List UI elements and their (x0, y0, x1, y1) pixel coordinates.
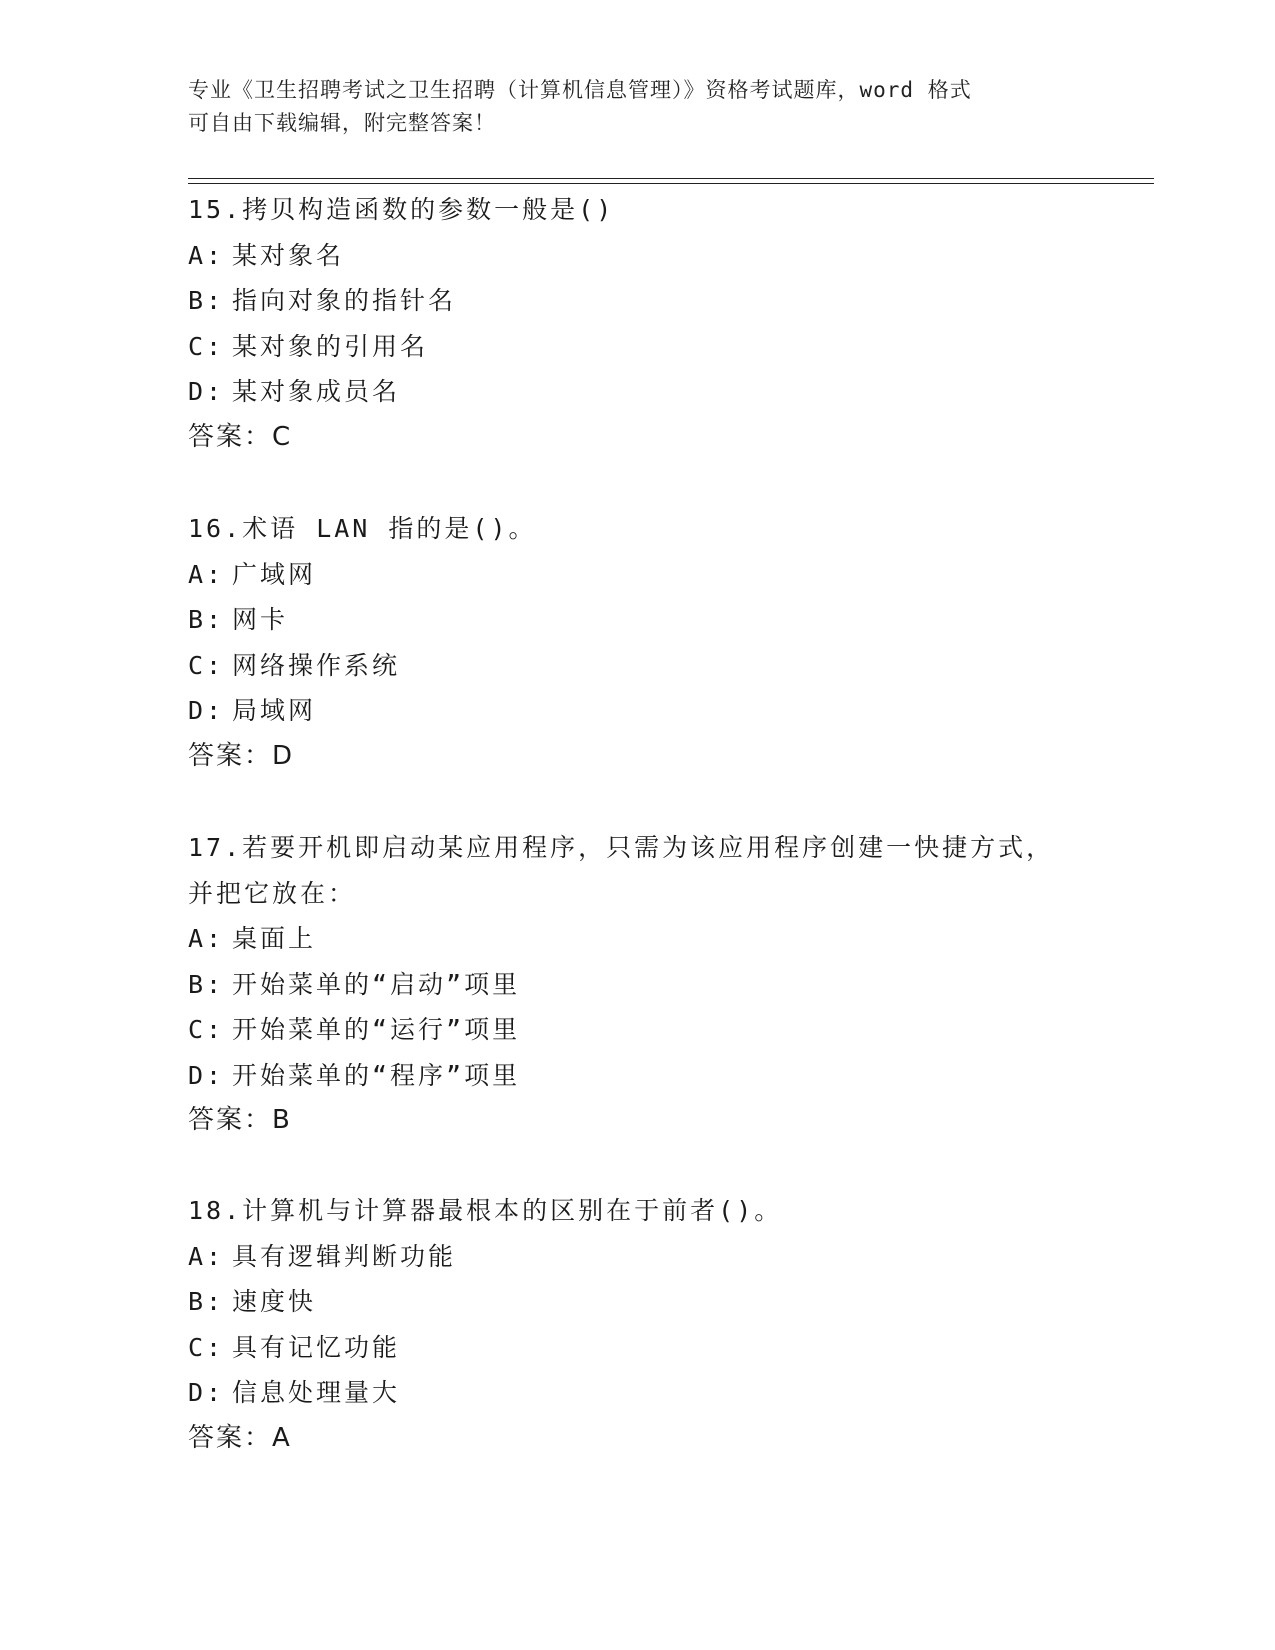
option-c (188, 324, 1108, 370)
header-divider-bottom (188, 183, 1154, 184)
option-text: 开始菜单的“启动”项里 (232, 969, 521, 999)
option-letter: A: (188, 1241, 225, 1271)
option-letter: D: (188, 696, 225, 725)
document-header (188, 74, 1088, 140)
option-text: 网络操作系统 (232, 650, 401, 680)
option-c (188, 1325, 1108, 1371)
question-stem: 17.若要开机即启动某应用程序，只需为该应用程序创建一快捷方式， (188, 833, 1055, 862)
option-a (188, 916, 1108, 962)
question-16 (188, 506, 1108, 779)
option-letter: B: (188, 969, 225, 999)
answer-line: 答案：A (188, 1422, 292, 1453)
option-text: 网卡 (232, 605, 289, 634)
question-stem: 16.术语 LAN 指的是()。 (188, 514, 537, 543)
option-text: 某对象名 (232, 240, 345, 270)
option-letter: D: (188, 1060, 225, 1090)
option-letter: B: (188, 605, 225, 634)
question-15 (188, 187, 1108, 460)
option-letter: B: (188, 1287, 225, 1316)
option-text: 局域网 (232, 696, 317, 725)
option-text: 开始菜单的“运行”项里 (232, 1015, 521, 1044)
option-letter: D: (188, 377, 225, 406)
option-text: 指向对象的指针名 (232, 286, 457, 315)
option-letter: D: (188, 1378, 225, 1407)
question-18 (188, 1188, 1108, 1461)
option-c (188, 643, 1108, 689)
option-letter: A: (188, 924, 225, 953)
option-letter: A: (188, 559, 225, 589)
option-text: 信息处理量大 (232, 1378, 401, 1407)
header-line-2: 可自由下载编辑，附完整答案！ (188, 111, 496, 135)
option-text: 具有记忆功能 (232, 1332, 401, 1362)
option-letter: C: (188, 650, 225, 680)
answer-line: 答案：D (188, 740, 295, 771)
option-letter: C: (188, 331, 225, 361)
option-letter: B: (188, 286, 225, 315)
question-stem: 15.拷贝构造函数的参数一般是() (188, 195, 615, 224)
option-d (188, 688, 1108, 734)
header-line-1: 专业《卫生招聘考试之卫生招聘（计算机信息管理）》资格考试题库，word 格式 (188, 78, 972, 102)
option-a (188, 233, 1108, 279)
option-d (188, 1053, 1108, 1099)
header-divider-top (188, 178, 1154, 179)
option-d (188, 369, 1108, 415)
question-stem-continued: 并把它放在： (188, 878, 357, 908)
option-a (188, 1234, 1108, 1280)
option-b (188, 1279, 1108, 1325)
option-letter: C: (188, 1332, 225, 1362)
option-text: 桌面上 (232, 924, 317, 953)
option-text: 广域网 (232, 559, 317, 589)
answer-line: 答案：B (188, 1105, 292, 1135)
option-letter: A: (188, 240, 225, 270)
option-letter: C: (188, 1015, 225, 1044)
option-a (188, 552, 1108, 598)
option-d (188, 1370, 1108, 1416)
option-text: 某对象成员名 (232, 377, 401, 406)
option-c (188, 1007, 1108, 1053)
option-b (188, 278, 1108, 324)
question-17 (188, 825, 1108, 1144)
option-text: 开始菜单的“程序”项里 (232, 1060, 521, 1090)
option-b (188, 962, 1108, 1008)
answer-line: 答案：C (188, 421, 293, 452)
question-stem: 18.计算机与计算器最根本的区别在于前者()。 (188, 1196, 783, 1225)
option-text: 速度快 (232, 1287, 317, 1316)
option-b (188, 597, 1108, 643)
option-text: 某对象的引用名 (232, 331, 429, 361)
option-text: 具有逻辑判断功能 (232, 1241, 457, 1271)
